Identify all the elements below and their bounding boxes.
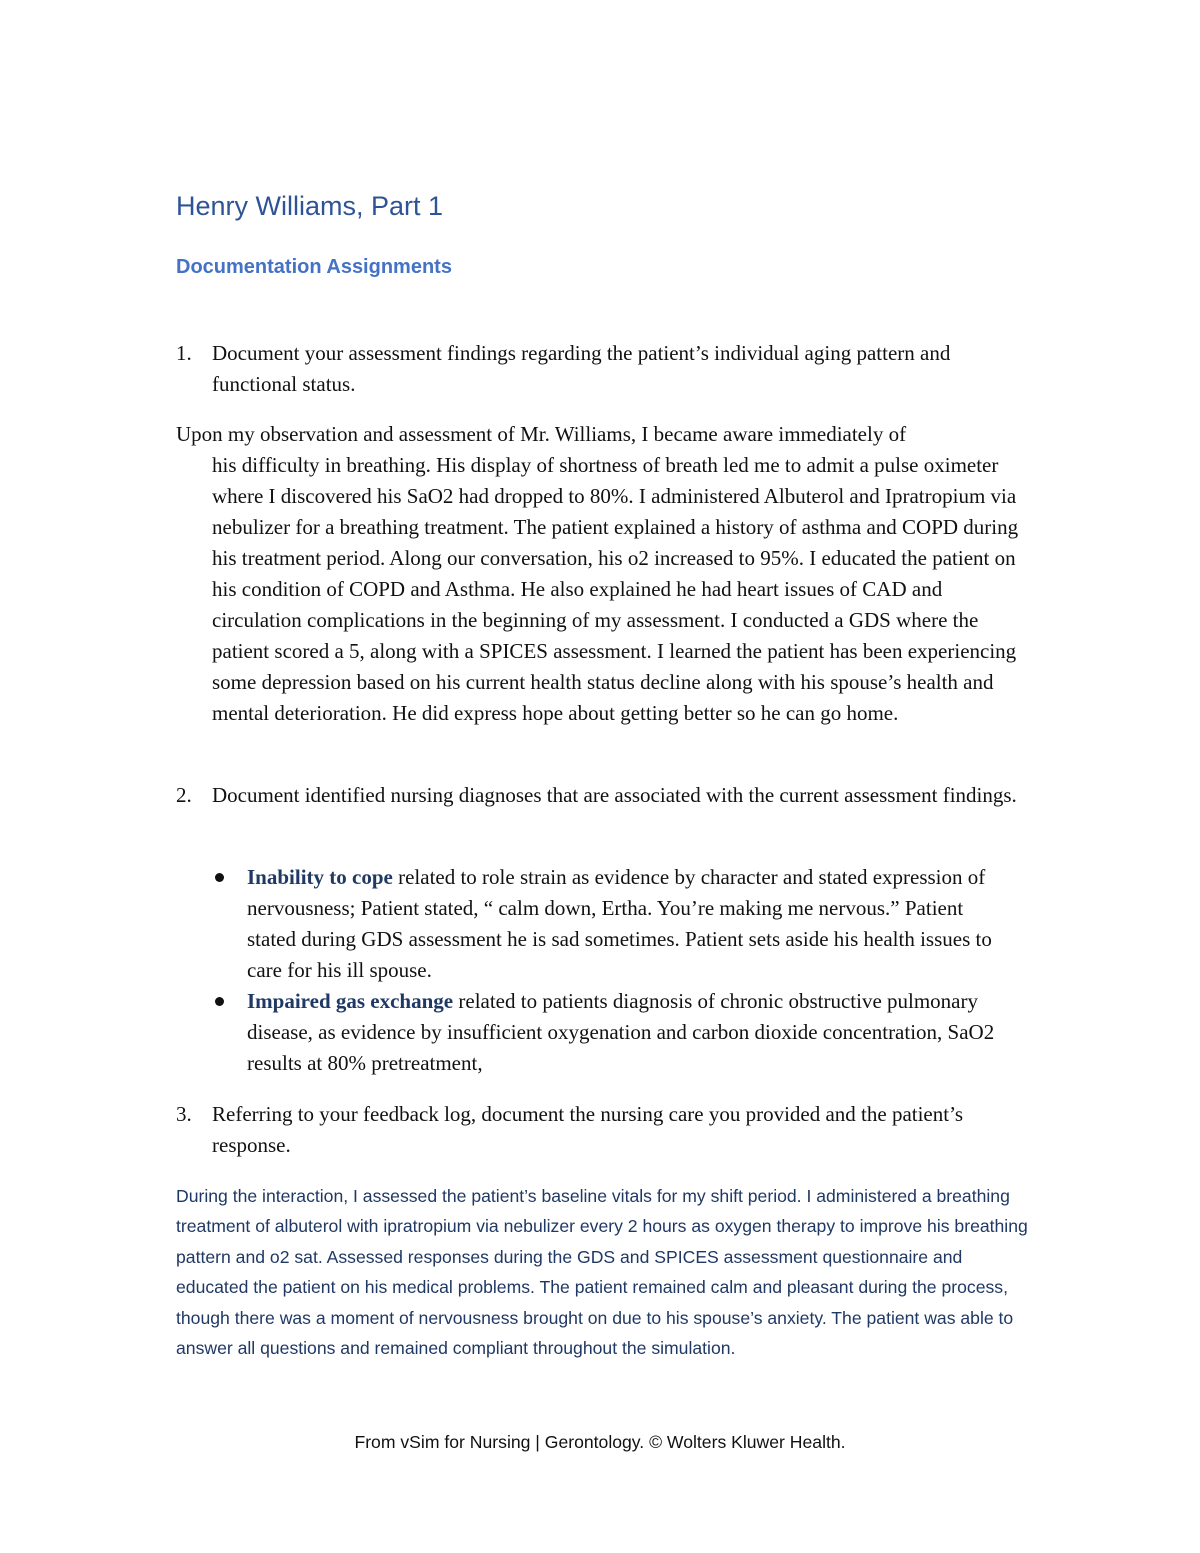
question-number: 3. [176,1102,192,1126]
page-footer: From vSim for Nursing | Gerontology. © Wolters Kluwer Health. [354,1432,846,1452]
diagnosis-term: Inability to cope [247,865,393,889]
question-text: Document identified nursing diagnoses that are associated with the current assessment findings. [212,783,1017,807]
list-item [212,986,1012,1079]
bullet-icon [215,873,224,882]
answer-1-first-line: Upon my observation and assessment of Mr. Williams, I became aware immediately of [176,422,907,446]
answer-1-body: his difficulty in breathing. His display of shortness of breath led me to admit a pulse oximeter where I discovered his SaO2 had dropped to 80%. I administered Albuterol and Ipratropium via nebulizer for a breathing treatment. The patient explained a history of asthma and COPD during his treatment period. Along our conversation, his o2 increased to 95%. I educated the patient on his condition of COPD and Asthma. He also explained he had heart issues of CAD and circulation complications in the beginning of my assessment. I conducted a GDS where the patient scored a 5, along with a SPICES assessment. I learned the patient has been experiencing some depression based on his current health status decline along with his spouse’s health and mental deterioration. He did express hope about getting better so he can go home. [212,453,1019,725]
question-2 [176,780,1036,811]
page-title: Henry Williams, Part 1 [176,191,444,221]
question-number: 1. [176,341,192,365]
question-3 [176,1099,1036,1161]
list-item [212,862,1012,986]
diagnosis-term: Impaired gas exchange [247,989,454,1013]
diagnosis-text: related to role strain as evidence by character and stated expression of nervousness; Patient stated, “ calm down, Ertha. You’re making me nervous.” Patient stated during GDS assessment he is sad sometimes. Patient sets aside his health issues to care for his ill spouse. [247,865,992,982]
diagnosis-list [212,862,1012,1079]
question-number: 2. [176,783,192,807]
answer-3: During the interaction, I assessed the patient’s baseline vitals for my shift period. I administered a breathing treatment of albuterol with ipratropium via nebulizer every 2 hours as oxygen therapy to improve his breathing pattern and o2 sat. Assessed responses during the GDS and SPICES assessment questionnaire and educated the patient on his medical problems. The patient remained calm and pleasant during the process, though there was a moment of nervousness brought on due to his spouse’s anxiety. The patient was able to answer all questions and remained compliant throughout the simulation. [176,1186,1028,1359]
question-text: Referring to your feedback log, document the nursing care you provided and the patient’s response. [212,1102,964,1157]
section-subtitle: Documentation Assignments [176,256,452,278]
question-1 [176,338,1036,400]
question-text: Document your assessment findings regarding the patient’s individual aging pattern and functional status. [212,341,951,396]
bullet-icon [215,997,224,1006]
answer-1 [176,419,1021,729]
diagnosis-text: related to patients diagnosis of chronic obstructive pulmonary disease, as evidence by insufficient oxygenation and carbon dioxide concentration, SaO2 results at 80% pretreatment, [247,989,995,1075]
